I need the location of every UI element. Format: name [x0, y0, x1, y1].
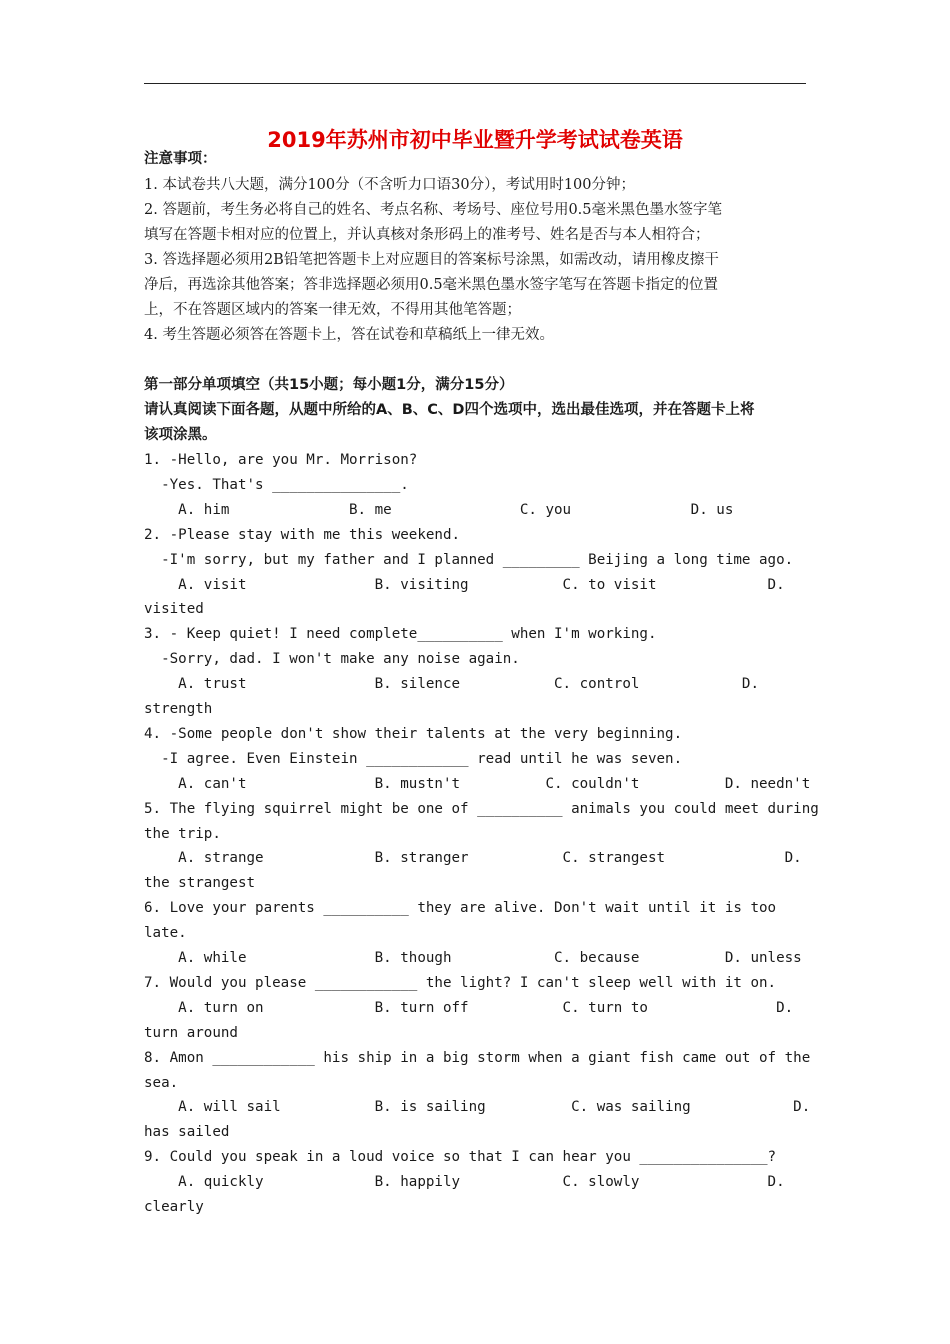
question-line: -Yes. That's _______________.: [144, 476, 409, 493]
question-line: late.: [144, 925, 187, 942]
page-title: 2019年苏州市初中毕业暨升学考试试卷英语: [267, 128, 683, 152]
question-line: A. visit B. visiting C. to visit D.: [144, 576, 785, 593]
question-line: 1. -Hello, are you Mr. Morrison?: [144, 452, 418, 468]
notice-line: 2. 答题前，考生务必将自己的姓名、考点名称、考场号、座位号用0.5毫米黑色墨水签字笔: [144, 202, 722, 218]
question-line: 7. Would you please ____________ the light? I can't sleep well with it on.: [144, 974, 777, 991]
question-line: A. him B. me C. you D. us: [144, 501, 734, 518]
question-line: A. turn on B. turn off C. turn to D.: [144, 999, 794, 1016]
question-line: clearly: [144, 1199, 204, 1215]
question-line: A. will sail B. is sailing C. was sailing D.: [144, 1099, 811, 1116]
notice-heading: 注意事项：: [144, 151, 217, 167]
question-line: 6. Love your parents __________ they are alive. Don't wait until it is too: [144, 900, 777, 917]
question-line: A. while B. though C. because D. unless: [144, 950, 802, 966]
question-line: sea.: [144, 1074, 179, 1091]
notice-line: 4. 考生答题必须答在答题卡上，答在试卷和草稿纸上一律无效。: [144, 327, 554, 343]
notice-line: 上，不在答题区域内的答案一律无效，不得用其他笔答题；: [144, 302, 521, 318]
question-line: 8. Amon ____________ his ship in a big storm when a giant fish came out of the: [144, 1049, 811, 1066]
question-line: has sailed: [144, 1124, 230, 1141]
question-line: A. strange B. stranger C. strangest D.: [144, 850, 802, 867]
header-rule: [144, 83, 806, 84]
question-line: the trip.: [144, 825, 221, 842]
question-line: -Sorry, dad. I won't make any noise again.: [144, 651, 520, 668]
question-line: visited: [144, 601, 204, 618]
section-heading: 第一部分单项填空（共15小题；每小题1分，满分15分）: [144, 377, 514, 393]
notice-line: 净后，再选涂其他答案；答非选择题必须用0.5毫米黑色墨水签字笔写在答题卡指定的位置: [144, 277, 719, 293]
question-line: 3. - Keep quiet! I need complete__________ when I'm working.: [144, 626, 657, 643]
question-line: the strangest: [144, 875, 256, 892]
notice-line: 3. 答选择题必须用2B铅笔把答题卡上对应题目的答案标号涂黑，如需改动，请用橡皮擦干: [144, 252, 719, 268]
question-line: 2. -Please stay with me this weekend.: [144, 526, 461, 543]
question-line: turn around: [144, 1024, 238, 1041]
notice-line: 填写在答题卡相对应的位置上，并认真核对条形码上的准考号、姓名是否与本人相符合；: [144, 227, 710, 243]
question-line: 9. Could you speak in a loud voice so that I can hear you _______________?: [144, 1149, 777, 1166]
question-line: -I agree. Even Einstein ____________ read until he was seven.: [144, 750, 683, 767]
question-line: A. trust B. silence C. control D.: [144, 676, 759, 693]
question-line: A. quickly B. happily C. slowly D.: [144, 1174, 785, 1191]
question-line: A. can't B. mustn't C. couldn't D. needn't: [144, 775, 811, 792]
question-line: strength: [144, 701, 213, 717]
question-line: 4. -Some people don't show their talents at the very beginning.: [144, 725, 683, 742]
section-instruction: 请认真阅读下面各题，从题中所给的A、B、C、D四个选项中，选出最佳选项，并在答题卡上将: [144, 402, 755, 418]
question-line: 5. The flying squirrel might be one of __________ animals you could meet during: [144, 800, 819, 817]
section-instruction: 该项涂黑。: [144, 427, 217, 443]
notice-line: 1. 本试卷共八大题，满分100分（不含听力口语30分），考试用时100分钟；: [144, 177, 635, 193]
question-line: -I'm sorry, but my father and I planned _________ Beijing a long time ago.: [144, 551, 794, 568]
